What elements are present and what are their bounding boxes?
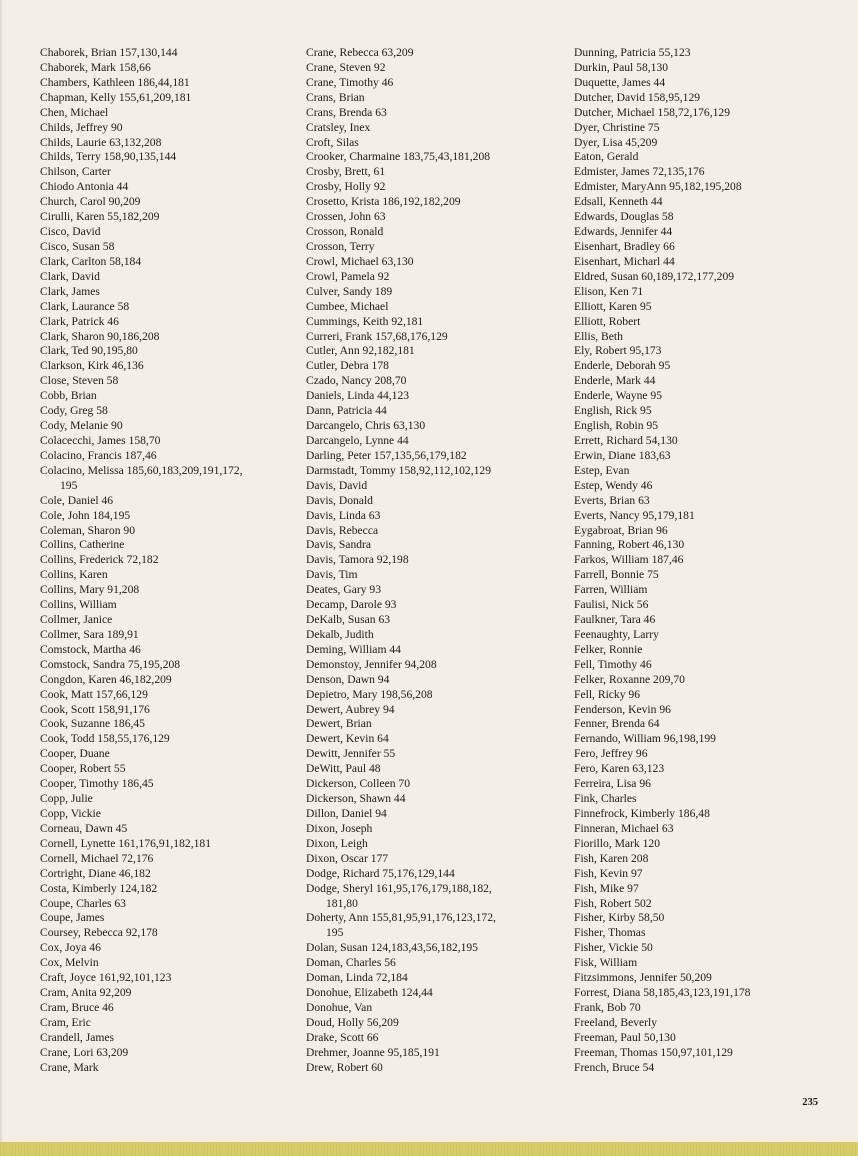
index-entry: Edmister, James 72,135,176 xyxy=(574,165,705,179)
index-entry: Dekalb, Judith xyxy=(306,627,374,641)
index-entry: Doherty, Ann 155,81,95,91,176,123,172, xyxy=(306,911,496,925)
index-entry: Cody, Greg 58 xyxy=(40,404,108,418)
index-entry: Crooker, Charmaine 183,75,43,181,208 xyxy=(306,150,491,164)
index-entry: Crossen, John 63 xyxy=(306,210,386,224)
index-entry: Everts, Brian 63 xyxy=(574,493,650,507)
index-entry: Fisher, Thomas xyxy=(574,926,646,940)
index-entry: Chaborek, Mark 158,66 xyxy=(40,60,151,74)
index-entry: Donohue, Elizabeth 124,44 xyxy=(306,986,433,1000)
index-entry: Childs, Laurie 63,132,208 xyxy=(40,135,162,149)
index-entry: Congdon, Karen 46,182,209 xyxy=(40,672,172,686)
index-entry: Dewert, Kevin 64 xyxy=(306,732,389,746)
index-entry: Crosetto, Krista 186,192,182,209 xyxy=(306,195,461,209)
index-entry: Cook, Matt 157,66,129 xyxy=(40,687,148,701)
index-entry: Farkos, William 187,46 xyxy=(574,553,684,567)
index-entry: Duquette, James 44 xyxy=(574,75,666,89)
index-entry: Edsall, Kenneth 44 xyxy=(574,195,663,209)
index-entry: Estep, Evan xyxy=(574,463,630,477)
index-entry: Crandell, James xyxy=(40,1030,115,1044)
index-entry: Culver, Sandy 189 xyxy=(306,284,393,298)
index-entry: Cook, Suzanne 186,45 xyxy=(40,717,145,731)
index-entry: Childs, Jeffrey 90 xyxy=(40,120,123,134)
index-entry: Eisenhart, Micharl 44 xyxy=(574,254,675,268)
index-entry: Freeman, Thomas 150,97,101,129 xyxy=(574,1045,733,1059)
index-entry: Costa, Kimberly 124,182 xyxy=(40,881,158,895)
index-entry: Clark, James xyxy=(40,284,100,298)
index-entry: Doud, Holly 56,209 xyxy=(306,1015,399,1029)
index-entry: Forrest, Diana 58,185,43,123,191,178 xyxy=(574,986,751,1000)
index-entry: Felker, Ronnie xyxy=(574,642,643,656)
index-entry: Elliott, Karen 95 xyxy=(574,299,652,313)
index-entry: Drehmer, Joanne 95,185,191 xyxy=(306,1045,440,1059)
index-entry: Cobb, Brian xyxy=(40,389,97,403)
page-left-edge xyxy=(0,0,3,1142)
index-entry: Fisher, Vickie 50 xyxy=(574,941,653,955)
index-entry: Cox, Melvin xyxy=(40,956,99,970)
index-entry: Davis, David xyxy=(306,478,368,492)
index-entry: Collins, Catherine xyxy=(40,538,125,552)
index-entry: Donohue, Van xyxy=(306,1001,373,1014)
index-entry: Cooper, Duane xyxy=(40,747,110,761)
index-entry: Clarkson, Kirk 46,136 xyxy=(40,359,144,373)
index-entry: Dixon, Joseph xyxy=(306,821,373,835)
index-entry: Coleman, Sharon 90 xyxy=(40,523,135,537)
index-entry: English, Robin 95 xyxy=(574,419,659,433)
index-entry: Dodge, Sheryl 161,95,176,179,188,182, xyxy=(306,881,492,895)
index-entry: Collmer, Janice xyxy=(40,613,113,627)
index-entry: Darcangelo, Lynne 44 xyxy=(306,433,409,447)
index-entry: Eisenhart, Bradley 66 xyxy=(574,239,675,253)
index-entry: Crans, Brenda 63 xyxy=(306,105,387,119)
index-entry: Cooper, Timothy 186,45 xyxy=(40,777,154,791)
index-entry: Fish, Kevin 97 xyxy=(574,866,643,880)
index-entry: Crowl, Michael 63,130 xyxy=(306,254,414,268)
index-entry: Dunning, Patricia 55,123 xyxy=(574,46,691,59)
index-entry: Fish, Robert 502 xyxy=(574,896,652,910)
index-entry: Fernando, William 96,198,199 xyxy=(574,732,716,746)
index-entry: Finneran, Michael 63 xyxy=(574,821,674,835)
index-entry: Fitzsimmons, Jennifer 50,209 xyxy=(574,971,712,985)
index-entry: Crosson, Ronald xyxy=(306,225,384,239)
index-entry: Crowl, Pamela 92 xyxy=(306,269,390,283)
index-entry: Eaton, Gerald xyxy=(574,150,639,164)
index-entry: Coupe, Charles 63 xyxy=(40,896,126,910)
index-entry: Enderle, Deborah 95 xyxy=(574,359,671,373)
index-column-1 xyxy=(40,46,302,1076)
index-entry: Dyer, Christine 75 xyxy=(574,120,660,134)
index-entry: Eldred, Susan 60,189,172,177,209 xyxy=(574,269,735,283)
index-entry: Cumbee, Michael xyxy=(306,299,389,313)
index-entry: Everts, Nancy 95,179,181 xyxy=(574,508,695,522)
index-entry: Dolan, Susan 124,183,43,56,182,195 xyxy=(306,941,478,955)
index-entry: Faulkner, Tara 46 xyxy=(574,613,656,627)
index-entry: DeKalb, Susan 63 xyxy=(306,613,391,627)
index-entry: Coursey, Rebecca 92,178 xyxy=(40,926,158,940)
index-entry: Frank, Bob 70 xyxy=(574,1001,641,1014)
index-entry: Daniels, Linda 44,123 xyxy=(306,389,410,403)
index-entry: Estep, Wendy 46 xyxy=(574,478,653,492)
index-entry: Drake, Scott 66 xyxy=(306,1030,379,1044)
index-entry: Fanning, Robert 46,130 xyxy=(574,538,685,552)
index-entry: Davis, Tamora 92,198 xyxy=(306,553,409,567)
index-entry: Clark, Laurance 58 xyxy=(40,299,130,313)
index-entry: Ferreira, Lisa 96 xyxy=(574,777,651,791)
index-entry: English, Rick 95 xyxy=(574,404,652,418)
index-entry: Fisher, Kirby 58,50 xyxy=(574,911,665,925)
index-entry: Fell, Ricky 96 xyxy=(574,687,641,701)
index-entry: Elliott, Robert xyxy=(574,314,641,328)
index-entry: Chaborek, Brian 157,130,144 xyxy=(40,46,178,59)
index-entry: Durkin, Paul 58,130 xyxy=(574,60,669,74)
index-entry: Eygabroat, Brian 96 xyxy=(574,523,668,537)
index-entry: Crane, Steven 92 xyxy=(306,60,386,74)
index-entry: Doman, Charles 56 xyxy=(306,956,396,970)
index-entry: Dixon, Oscar 177 xyxy=(306,851,389,865)
index-entry: Clark, Sharon 90,186,208 xyxy=(40,329,160,343)
index-entry: Ely, Robert 95,173 xyxy=(574,344,662,358)
index-entry: Comstock, Sandra 75,195,208 xyxy=(40,657,181,671)
index-entry: Elison, Ken 71 xyxy=(574,284,644,298)
index-entry: Edmister, MaryAnn 95,182,195,208 xyxy=(574,180,742,194)
index-entry: Freeland, Beverly xyxy=(574,1015,658,1029)
index-entry: Cox, Joya 46 xyxy=(40,941,101,955)
index-entry: Dutcher, Michael 158,72,176,129 xyxy=(574,105,731,119)
index-entry: Depietro, Mary 198,56,208 xyxy=(306,687,433,701)
index-entry: Crosby, Brett, 61 xyxy=(306,165,386,179)
index-entry: Deates, Gary 93 xyxy=(306,583,382,597)
index-entry: Errett, Richard 54,130 xyxy=(574,433,678,447)
index-entry: Fish, Karen 208 xyxy=(574,851,649,865)
index-entry: Clark, Patrick 46 xyxy=(40,314,119,328)
index-entry: DeWitt, Paul 48 xyxy=(306,762,381,776)
index-entry: Crans, Brian xyxy=(306,90,365,104)
index-entry: Craft, Joyce 161,92,101,123 xyxy=(40,971,172,985)
index-entry: Cram, Eric xyxy=(40,1015,91,1029)
index-entry: Colacino, Francis 187,46 xyxy=(40,448,157,462)
index-entry: Dillon, Daniel 94 xyxy=(306,807,387,821)
index-entry: Dewert, Brian xyxy=(306,717,372,731)
index-entry: Farrell, Bonnie 75 xyxy=(574,568,659,582)
index-entry: Edwards, Jennifer 44 xyxy=(574,225,673,239)
index-entry: Davis, Sandra xyxy=(306,538,372,552)
index-entry: Cutler, Ann 92,182,181 xyxy=(306,344,415,358)
index-entry: Fisk, William xyxy=(574,956,638,970)
index-entry: Cook, Todd 158,55,176,129 xyxy=(40,732,170,746)
index-entry: Dann, Patricia 44 xyxy=(306,404,387,418)
index-entry: Dodge, Richard 75,176,129,144 xyxy=(306,866,455,880)
index-entry: Cole, Daniel 46 xyxy=(40,493,114,507)
index-entry: Cornell, Michael 72,176 xyxy=(40,851,154,865)
index-entry: Fink, Charles xyxy=(574,792,637,806)
index-entry: Finnefrock, Kimberly 186,48 xyxy=(574,807,710,821)
index-entry: Corneau, Dawn 45 xyxy=(40,821,128,835)
index-entry: Darmstadt, Tommy 158,92,112,102,129 xyxy=(306,463,492,477)
index-entry: Chapman, Kelly 155,61,209,181 xyxy=(40,90,192,104)
index-entry: Colacecchi, James 158,70 xyxy=(40,433,161,447)
index-entry: Colacino, Melissa 185,60,183,209,191,172, xyxy=(40,463,243,477)
index-entry: Erwin, Diane 183,63 xyxy=(574,448,671,462)
index-entry: Freeman, Paul 50,130 xyxy=(574,1030,676,1044)
index-entry: Collins, Mary 91,208 xyxy=(40,583,140,597)
index-entry: Enderle, Wayne 95 xyxy=(574,389,663,403)
index-entry: Collmer, Sara 189,91 xyxy=(40,627,139,641)
index-entry: Fell, Timothy 46 xyxy=(574,657,652,671)
index-entry: Fenderson, Kevin 96 xyxy=(574,702,671,716)
index-entry: Felker, Roxanne 209,70 xyxy=(574,672,685,686)
index-entry: Crane, Timothy 46 xyxy=(306,75,394,89)
index-entry: Crane, Mark xyxy=(40,1060,99,1074)
index-entry: Feenaughty, Larry xyxy=(574,627,659,641)
index-entry: Davis, Linda 63 xyxy=(306,508,381,522)
index-entry: Chen, Michael xyxy=(40,105,109,119)
index-entry: Doman, Linda 72,184 xyxy=(306,971,408,985)
index-entry: Crosby, Holly 92 xyxy=(306,180,386,194)
index-entry: Demonstoy, Jennifer 94,208 xyxy=(306,657,437,671)
index-entry: Deming, William 44 xyxy=(306,642,401,656)
index-entry: Czado, Nancy 208,70 xyxy=(306,374,407,388)
index-entry: Cornell, Lynette 161,176,91,182,181 xyxy=(40,836,211,850)
index-entry: Copp, Vickie xyxy=(40,807,101,821)
index-entry: Dickerson, Shawn 44 xyxy=(306,792,406,806)
index-entry: Comstock, Martha 46 xyxy=(40,642,141,656)
page-bottom-border xyxy=(0,1142,858,1156)
index-entry: Dyer, Lisa 45,209 xyxy=(574,135,658,149)
index-entry: Fiorillo, Mark 120 xyxy=(574,836,660,850)
index-entry: Cirulli, Karen 55,182,209 xyxy=(40,210,160,224)
index-entry: Collins, Frederick 72,182 xyxy=(40,553,159,567)
index-entry-continuation: 195 xyxy=(60,478,78,492)
index-entry: Darcangelo, Chris 63,130 xyxy=(306,419,426,433)
index-entry: Cram, Bruce 46 xyxy=(40,1001,114,1014)
index-entry: Clark, David xyxy=(40,269,100,283)
index-entry: Edwards, Douglas 58 xyxy=(574,210,674,224)
index-entry: Cram, Anita 92,209 xyxy=(40,986,132,1000)
index-entry: Cummings, Keith 92,181 xyxy=(306,314,424,328)
index-entry: Fish, Mike 97 xyxy=(574,881,639,895)
index-entry: Decamp, Darole 93 xyxy=(306,598,397,612)
index-entry: Cutler, Debra 178 xyxy=(306,359,389,373)
index-entry: Davis, Tim xyxy=(306,568,358,582)
index-entry: Fenner, Brenda 64 xyxy=(574,717,660,731)
index-entry: Drew, Robert 60 xyxy=(306,1060,383,1074)
index-entry: Dutcher, David 158,95,129 xyxy=(574,90,701,104)
index-entry: Cisco, David xyxy=(40,225,101,239)
index-entry: Cratsley, Inex xyxy=(306,120,371,134)
index-entry: Ellis, Beth xyxy=(574,329,623,343)
index-entry: Church, Carol 90,209 xyxy=(40,195,141,209)
index-entry: Fero, Karen 63,123 xyxy=(574,762,665,776)
index-entry: Collins, William xyxy=(40,598,117,612)
page-number: 235 xyxy=(802,1097,818,1108)
index-entry: Curreri, Frank 157,68,176,129 xyxy=(306,329,448,343)
index-entry: Clark, Carlton 58,184 xyxy=(40,254,142,268)
index-entry: Cody, Melanie 90 xyxy=(40,419,123,433)
index-entry: Enderle, Mark 44 xyxy=(574,374,656,388)
index-entry: Cooper, Robert 55 xyxy=(40,762,126,776)
index-entry: Dickerson, Colleen 70 xyxy=(306,777,410,791)
index-entry: Fero, Jeffrey 96 xyxy=(574,747,648,761)
index-entry: Denson, Dawn 94 xyxy=(306,672,390,686)
index-entry: Chiodo Antonia 44 xyxy=(40,180,129,194)
index-entry: Copp, Julie xyxy=(40,792,93,806)
index-entry: Farren, William xyxy=(574,583,648,597)
index-column-2 xyxy=(306,46,568,1076)
index-entry: Croft, Silas xyxy=(306,135,359,149)
index-entry: Clark, Ted 90,195,80 xyxy=(40,344,138,358)
index-entry: Crane, Lori 63,209 xyxy=(40,1045,129,1059)
index-entry: Coupe, James xyxy=(40,911,105,925)
index-entry: Dixon, Leigh xyxy=(306,836,368,850)
index-entry: Cortright, Diane 46,182 xyxy=(40,866,151,880)
index-entry: Faulisi, Nick 56 xyxy=(574,598,649,612)
index-entry: Chilson, Carter xyxy=(40,165,111,179)
index-entry: Close, Steven 58 xyxy=(40,374,119,388)
index-entry: Davis, Donald xyxy=(306,493,373,507)
index-entry: Cook, Scott 158,91,176 xyxy=(40,702,150,716)
index-entry-continuation: 181,80 xyxy=(326,896,358,910)
index-entry: Dewitt, Jennifer 55 xyxy=(306,747,396,761)
index-entry: French, Bruce 54 xyxy=(574,1060,655,1074)
index-entry: Chambers, Kathleen 186,44,181 xyxy=(40,75,190,89)
index-entry-continuation: 195 xyxy=(326,926,344,940)
index-entry: Collins, Karen xyxy=(40,568,108,582)
index-entry: Darling, Peter 157,135,56,179,182 xyxy=(306,448,467,462)
index-entry: Cole, John 184,195 xyxy=(40,508,131,522)
index-entry: Crosson, Terry xyxy=(306,239,375,253)
index-entry: Davis, Rebecca xyxy=(306,523,379,537)
index-entry: Childs, Terry 158,90,135,144 xyxy=(40,150,177,164)
index-entry: Crane, Rebecca 63,209 xyxy=(306,46,414,59)
index-entry: Cisco, Susan 58 xyxy=(40,239,115,253)
index-entry: Dewert, Aubrey 94 xyxy=(306,702,395,716)
index-column-3 xyxy=(574,46,836,1076)
